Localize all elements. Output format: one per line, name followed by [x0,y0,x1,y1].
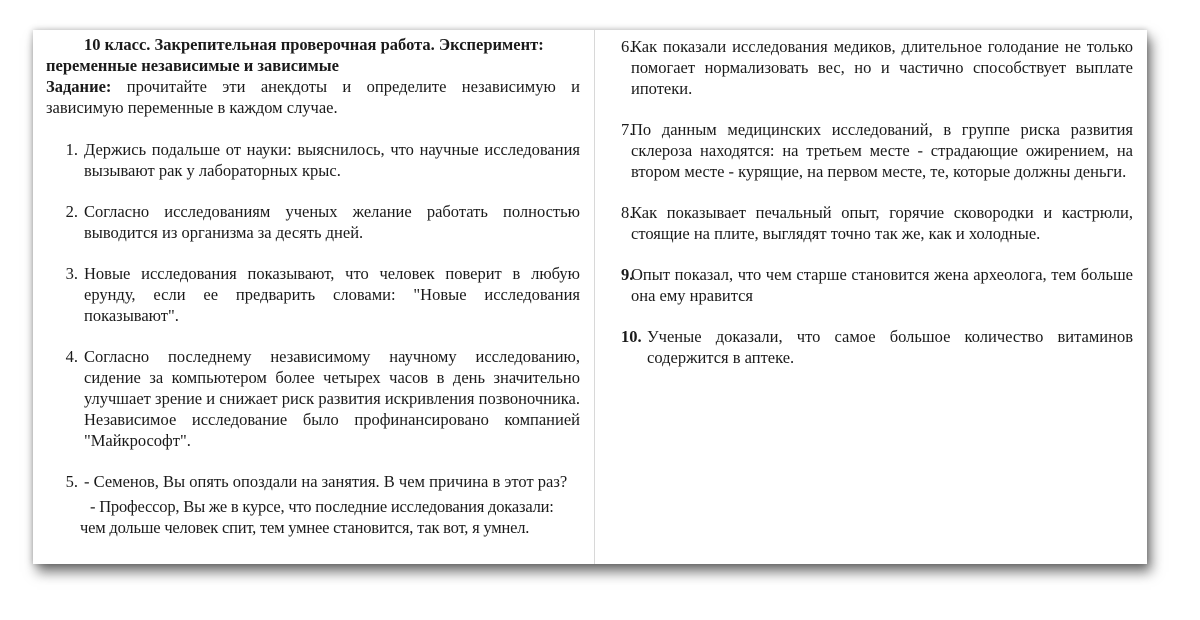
list-item [46,139,580,181]
list-item [46,471,580,492]
item-number: 9. [621,265,634,284]
item-text: Опыт показал, что чем старше становится жена археолога, тем больше она ему нравится [631,265,1133,305]
item-text: Согласно последнему независимому научному исследованию, сидение за компьютером более четырех часов в день значительно улучшает зрение и снижает риск развития искривления позвоночника. Независимое исследование было профинансировано компанией "Майкрософт". [84,347,580,450]
reply-line-1: - Профессор, Вы же в курсе, что последние исследования доказали: [90,497,554,516]
item-number: 8. [621,203,634,222]
item-text: Ученые доказали, что самое большое количество витаминов содержится в аптеке. [647,327,1133,367]
item-number: 7. [621,120,634,139]
task-instruction [46,76,580,118]
professor-reply [46,496,580,538]
item-text: Как показывает печальный опыт, горячие сковородки и кастрюли, стоящие на плите, выглядят точно так же, как и холодные. [631,203,1133,243]
item-text: Новые исследования показывают, что человек поверит в любую ерунду, если ее предварить словами: "Новые исследования показывают". [84,264,580,325]
item-number: 2. [65,202,78,221]
reply-line-2: чем дольше человек спит, тем умнее становится, так вот, я умнел. [80,518,530,537]
list-item [46,201,580,243]
item-text: Как показали исследования медиков, длительное голодание не только помогает нормализовать вес, но и частично способствует выплате ипотеки. [631,37,1133,98]
document-title: 10 класс. Закрепительная проверочная работа. Эксперимент: переменные независимые и зависимые [46,35,544,75]
task-label: Задание: [46,77,112,96]
item-number: 3. [65,264,78,283]
list-item [621,119,1133,182]
item-text: Согласно исследованиям ученых желание работать полностью выводится из организма за десять дней. [84,202,580,242]
item-text: Держись подальше от науки: выяснилось, что научные исследования вызывают рак у лабораторных крыс. [84,140,580,180]
document-page [33,30,1147,564]
item-number: 4. [65,347,78,366]
left-column [33,30,595,564]
item-number: 5. [65,472,78,491]
list-item [621,202,1133,244]
item-number: 10. [621,327,642,346]
item-text: По данным медицинских исследований, в группе риска развития склероза находятся: на третьем месте - страдающие ожирением, на втором месте - курящие, на первом месте, те, которые должны деньги. [631,120,1133,181]
list-item [621,36,1133,99]
list-item [621,326,1133,368]
item-number: 6. [621,37,634,56]
right-column [595,30,1147,564]
task-text: прочитайте эти анекдоты и определите независимую и зависимую переменные в каждом случае. [46,77,580,117]
item-text: - Семенов, Вы опять опоздали на занятия. В чем причина в этот раз? [84,472,568,491]
list-item [621,264,1133,306]
item-number: 1. [65,140,78,159]
list-item [46,263,580,326]
list-item [46,346,580,451]
